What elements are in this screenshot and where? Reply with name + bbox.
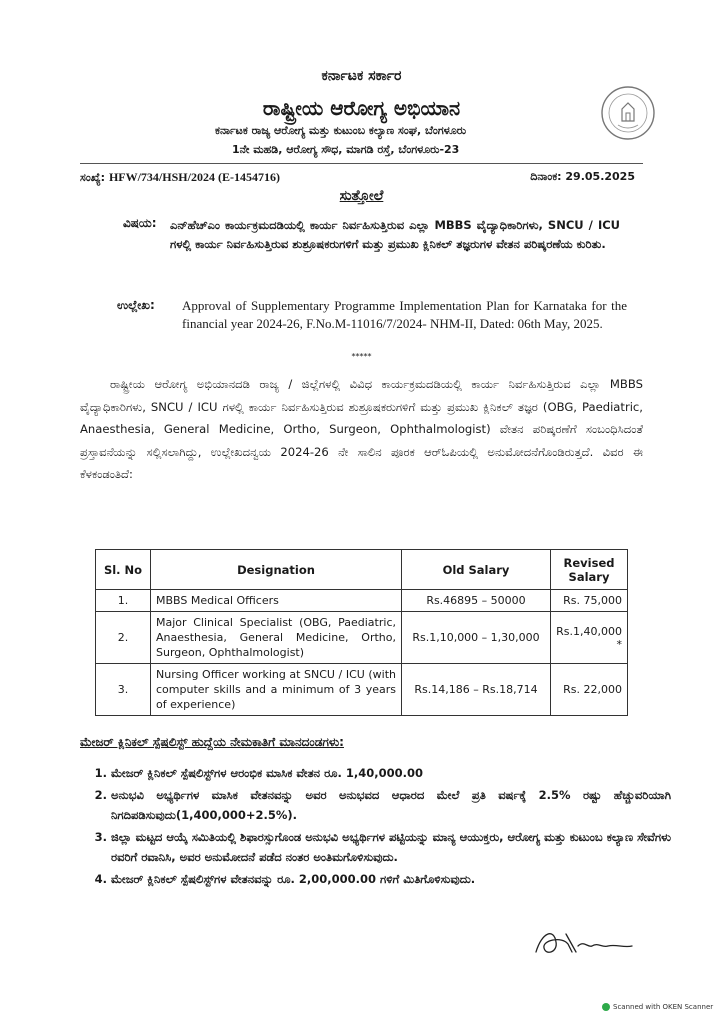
- list-item: 4. ಮೇಜರ್ ಕ್ಲಿನಿಕಲ್ ಸ್ಪೆಷಲಿಸ್ಟ್‌ಗಳ ವೇತನವನ್ನು ರೂ. 2,00,000.00 ಗಳಿಗೆ ಮಿತಿಗೊಳಿಸುವುದು.: [111, 869, 671, 889]
- cell-designation: MBBS Medical Officers: [151, 590, 402, 612]
- reference-number: [80, 170, 280, 185]
- body-paragraph: ರಾಷ್ಟ್ರೀಯ ಆರೋಗ್ಯ ಅಭಿಯಾನದಡಿ ರಾಜ್ಯ / ಜಿಲ್ಲೆಗಳಲ್ಲಿ ವಿವಿಧ ಕಾರ್ಯಕ್ರಮದಡಿಯಲ್ಲಿ ಕಾರ್ಯ ನಿರ್ವಹಿಸುತ್ತಿರುವ ಎಲ್ಲಾ MBBS ವೈದ್ಯಾಧಿಕಾರಿಗಳು, SNCU / ICU ಗಳಲ್ಲಿ ಕಾರ್ಯ ನಿರ್ವಹಿಸುತ್ತಿರುವ ಶುಶ್ರೂಷಕರುಗಳಿಗೆ ಮತ್ತು ಪ್ರಮುಖ ಕ್ಲಿನಿಕಲ್ ತಜ್ಞರ (OBG, Paediatric, Anaesthesia, General Medicine, Ortho, Surgeon, Ophthalmologist) ವೇತನ ಪರಿಷ್ಕರಣೆಗೆ ಸಂಬಂಧಿಸಿದಂತೆ ಪ್ರಸ್ತಾವನೆಯನ್ನು ಸಲ್ಲಿಸಲಾಗಿದ್ದು, ಉಲ್ಲೇಖದನ್ವಯ 2024-26 ನೇ ಸಾಲಿನ ಪೂರಕ ಆರ್‌ಓಪಿಯಲ್ಲಿ ಅನುಮೋದನೆಗೊಂಡಿರುತ್ತದೆ. ವಿವರ ಈ ಕೆಳಕಂಡಂತಿದೆ:: [80, 377, 643, 481]
- table-header-row: [96, 550, 628, 590]
- nhm-seal-logo: [600, 85, 656, 141]
- table-row: [96, 612, 628, 664]
- scanner-watermark: [602, 1003, 713, 1011]
- cell-designation: Nursing Officer working at SNCU / ICU (with computer skills and a minimum of 3 years of experience): [151, 664, 402, 716]
- table-row: [96, 664, 628, 716]
- cell-sl: 1.: [96, 590, 151, 612]
- scanner-logo-icon: [602, 1003, 610, 1011]
- subject-text: ಎನ್‌ಹೆಚ್‌ಎಂ ಕಾರ್ಯಕ್ರಮದಡಿಯಲ್ಲಿ ಕಾರ್ಯ ನಿರ್ವಹಿಸುತ್ತಿರುವ ಎಲ್ಲಾ MBBS ವೈದ್ಯಾಧಿಕಾರಿಗಳು, SNCU / ICU ಗಳಲ್ಲಿ ಕಾರ್ಯ ನಿರ್ವಹಿಸುತ್ತಿರುವ ಶುಶ್ರೂಷಕರುಗಳಿಗೆ ಮತ್ತು ಪ್ರಮುಖ ಕ್ಲಿನಿಕಲ್ ತಜ್ಞರುಗಳ ವೇತನ ಪರಿಷ್ಕರಣೆಯ ಕುರಿತು.: [170, 218, 620, 251]
- society-name: ಕರ್ನಾಟಕ ರಾಜ್ಯ ಆರೋಗ್ಯ ಮತ್ತು ಕುಟುಂಬ ಕಲ್ಯಾಣ ಸಂಘ, ಬೆಂಗಳೂರು: [215, 124, 467, 137]
- reference-label: ಸಂಖ್ಯೆ:: [80, 171, 106, 184]
- government-title: ಕರ್ನಾಟಕ ಸರ್ಕಾರ: [321, 68, 402, 84]
- criteria-title: ಮೇಜರ್ ಕ್ಲಿನಿಕಲ್ ಸ್ಪೆಷಲಿಸ್ಟ್ ಹುದ್ದೆಯ ನೇಮಕಾತಿಗೆ ಮಾನದಂಡಗಳು:: [80, 735, 344, 749]
- document-date: [530, 170, 635, 184]
- header-sl-no: Sl. No: [96, 550, 151, 590]
- cell-sl: 3.: [96, 664, 151, 716]
- section-divider-stars: *****: [351, 352, 372, 361]
- office-address: 1ನೇ ಮಹಡಿ, ಆರೋಗ್ಯ ಸೌಧ, ಮಾಗಡಿ ರಸ್ತೆ, ಬೆಂಗಳೂರು-23: [232, 143, 460, 156]
- cell-sl: 2.: [96, 612, 151, 664]
- circular-title: ಸುತ್ತೋಲೆ: [339, 188, 384, 204]
- table-row: [96, 590, 628, 612]
- date-label: ದಿನಾಂಕ:: [530, 170, 562, 183]
- header-designation: Designation: [151, 550, 402, 590]
- scanner-watermark-text: Scanned with OKEN Scanner: [613, 1003, 714, 1011]
- cell-revised-salary: Rs. 75,000: [551, 590, 628, 612]
- header-revised-salary: Revised Salary: [551, 550, 628, 590]
- reference-letter-text: Approval of Supplementary Programme Implementation Plan for Karnataka for the financial year 2024-26, F.No.M-11016/7/2024- NHM-II, Dated: 06th May, 2025.: [182, 298, 627, 331]
- criteria-list: [80, 763, 671, 891]
- cell-revised-salary: Rs.1,40,000 *: [551, 612, 628, 664]
- cell-old-salary: Rs.46895 – 50000: [402, 590, 551, 612]
- list-item: 3. ಜಿಲ್ಲಾ ಮಟ್ಟದ ಆಯ್ಕೆ ಸಮಿತಿಯಲ್ಲಿ ಶಿಫಾರಸ್ಸುಗೊಂಡ ಅನುಭವಿ ಅಭ್ಯರ್ಥಿಗಳ ಪಟ್ಟಿಯನ್ನು ಮಾನ್ಯ ಆಯುಕ್ತರು, ಆರೋಗ್ಯ ಮತ್ತು ಕುಟುಂಬ ಕಲ್ಯಾಣ ಸೇವೆಗಳು ರವರಿಗೆ ರವಾನಿಸಿ, ಅವರ ಅನುಮೋದನೆ ಪಡೆದ ನಂತರ ಅಂತಿಮಗೊಳಿಸುವುದು.: [111, 827, 671, 867]
- salary-table: [95, 549, 628, 716]
- cell-old-salary: Rs.1,10,000 – 1,30,000: [402, 612, 551, 664]
- header-divider: [80, 163, 643, 164]
- mission-title: ರಾಷ್ಟ್ರೀಯ ಆರೋಗ್ಯ ಅಭಿಯಾನ: [262, 96, 461, 120]
- cell-revised-salary: Rs. 22,000: [551, 664, 628, 716]
- list-item: 2. ಅನುಭವಿ ಅಭ್ಯರ್ಥಿಗಳ ಮಾಸಿಕ ವೇತನವನ್ನು ಅವರ ಅನುಭವದ ಆಧಾರದ ಮೇಲೆ ಪ್ರತಿ ವರ್ಷಕ್ಕೆ 2.5% ರಷ್ಟು ಹೆಚ್ಚುವರಿಯಾಗಿ ನಿಗದಿಪಡಿಸುವುದು(1,400,000+2.5%).: [111, 785, 671, 825]
- cell-designation: Major Clinical Specialist (OBG, Paediatric, Anaesthesia, General Medicine, Ortho, Surgeon, Ophthalmologist): [151, 612, 402, 664]
- header-old-salary: Old Salary: [402, 550, 551, 590]
- cell-old-salary: Rs.14,186 – Rs.18,714: [402, 664, 551, 716]
- date-value: 29.05.2025: [565, 170, 635, 183]
- list-item: 1. ಮೇಜರ್ ಕ್ಲಿನಿಕಲ್ ಸ್ಪೆಷಲಿಸ್ಟ್‌ಗಳ ಆರಂಭಿಕ ಮಾಸಿಕ ವೇತನ ರೂ. 1,40,000.00: [111, 763, 671, 783]
- subject-label: ವಿಷಯ:: [123, 216, 157, 230]
- signature: [532, 922, 636, 962]
- reference-value: HFW/734/HSH/2024 (E-1454716): [108, 170, 280, 184]
- reference-letter-label: ಉಲ್ಲೇಖ:: [117, 298, 155, 312]
